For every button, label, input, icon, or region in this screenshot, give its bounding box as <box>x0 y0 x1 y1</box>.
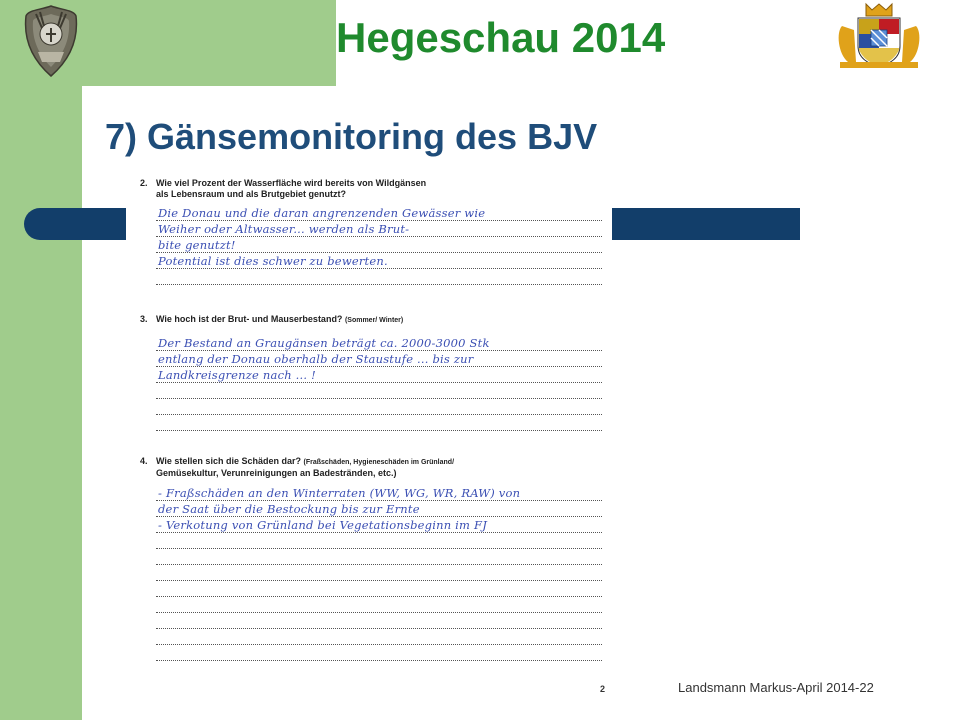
sidebar-band <box>0 0 82 720</box>
answer-line <box>156 644 602 645</box>
question-text: Wie stellen sich die Schäden dar? <box>156 456 301 466</box>
handwritten-answer: entlang der Donau oberhalb der Staustufe ... bis zur <box>158 352 474 366</box>
answer-line <box>156 414 602 415</box>
handwritten-answer: Landkreisgrenze nach ... ! <box>158 368 316 382</box>
answer-line <box>156 268 602 269</box>
handwritten-answer: Der Bestand an Graugänsen beträgt ca. 2000-3000 Stk <box>158 336 490 350</box>
question-note: (Sommer/ Winter) <box>344 317 404 324</box>
question-2 <box>140 178 426 200</box>
question-3 <box>140 314 403 326</box>
answer-line <box>156 516 602 517</box>
question-text: Gemüsekultur, Verunreinigungen an Badestränden, etc.) <box>156 468 397 478</box>
answer-line <box>156 398 602 399</box>
questionnaire-scan <box>126 170 612 700</box>
answer-line <box>156 220 602 221</box>
answer-line <box>156 252 602 253</box>
question-text: als Lebensraum und als Brutgebiet genutzt? <box>156 189 347 199</box>
slide-title: Hegeschau 2014 <box>336 14 666 61</box>
question-number: 2. <box>140 178 148 188</box>
question-number: 3. <box>140 314 148 324</box>
divider-bar-left <box>24 208 134 240</box>
answer-line <box>156 382 602 383</box>
answer-line <box>156 350 602 351</box>
answer-line <box>156 236 602 237</box>
answer-line <box>156 564 602 565</box>
handwritten-answer: - Fraßschäden an den Winterraten (WW, WG, WR, RAW) von <box>158 486 521 500</box>
handwritten-answer: Die Donau und die daran angrenzenden Gewässer wie <box>158 206 486 220</box>
divider-bar-right <box>606 208 800 240</box>
answer-line <box>156 366 602 367</box>
question-number: 4. <box>140 456 148 466</box>
slide-subtitle: 7) Gänsemonitoring des BJV <box>105 116 598 157</box>
answer-line <box>156 548 602 549</box>
question-text: Wie hoch ist der Brut- und Mauserbestand? <box>156 314 343 324</box>
answer-line <box>156 500 602 501</box>
answer-line <box>156 612 602 613</box>
answer-line <box>156 628 602 629</box>
bavarian-coat-of-arms-logo <box>834 2 924 70</box>
handwritten-answer: - Verkotung von Grünland bei Vegetationsbeginn im FJ <box>158 518 488 532</box>
handwritten-answer: Weiher oder Altwasser... werden als Brut- <box>158 222 410 236</box>
question-note: (Fraßschäden, Hygieneschäden im Grünland/ <box>303 459 455 466</box>
answer-line <box>156 660 602 661</box>
question-4 <box>140 456 454 479</box>
slide-footer: Landsmann Markus-April 2014-22 <box>678 680 874 695</box>
answer-line <box>156 596 602 597</box>
answer-line <box>156 284 602 285</box>
answer-line <box>156 532 602 533</box>
handwritten-answer: der Saat über die Bestockung bis zur Ernte <box>158 502 420 516</box>
answer-line <box>156 580 602 581</box>
handwritten-answer: bite genutzt! <box>158 238 236 252</box>
bjv-crest-logo <box>22 4 80 78</box>
document-page-number: 2 <box>600 684 606 694</box>
answer-line <box>156 430 602 431</box>
question-text: Wie viel Prozent der Wasserfläche wird bereits von Wildgänsen <box>156 178 427 188</box>
handwritten-answer: Potential ist dies schwer zu bewerten. <box>158 254 388 268</box>
